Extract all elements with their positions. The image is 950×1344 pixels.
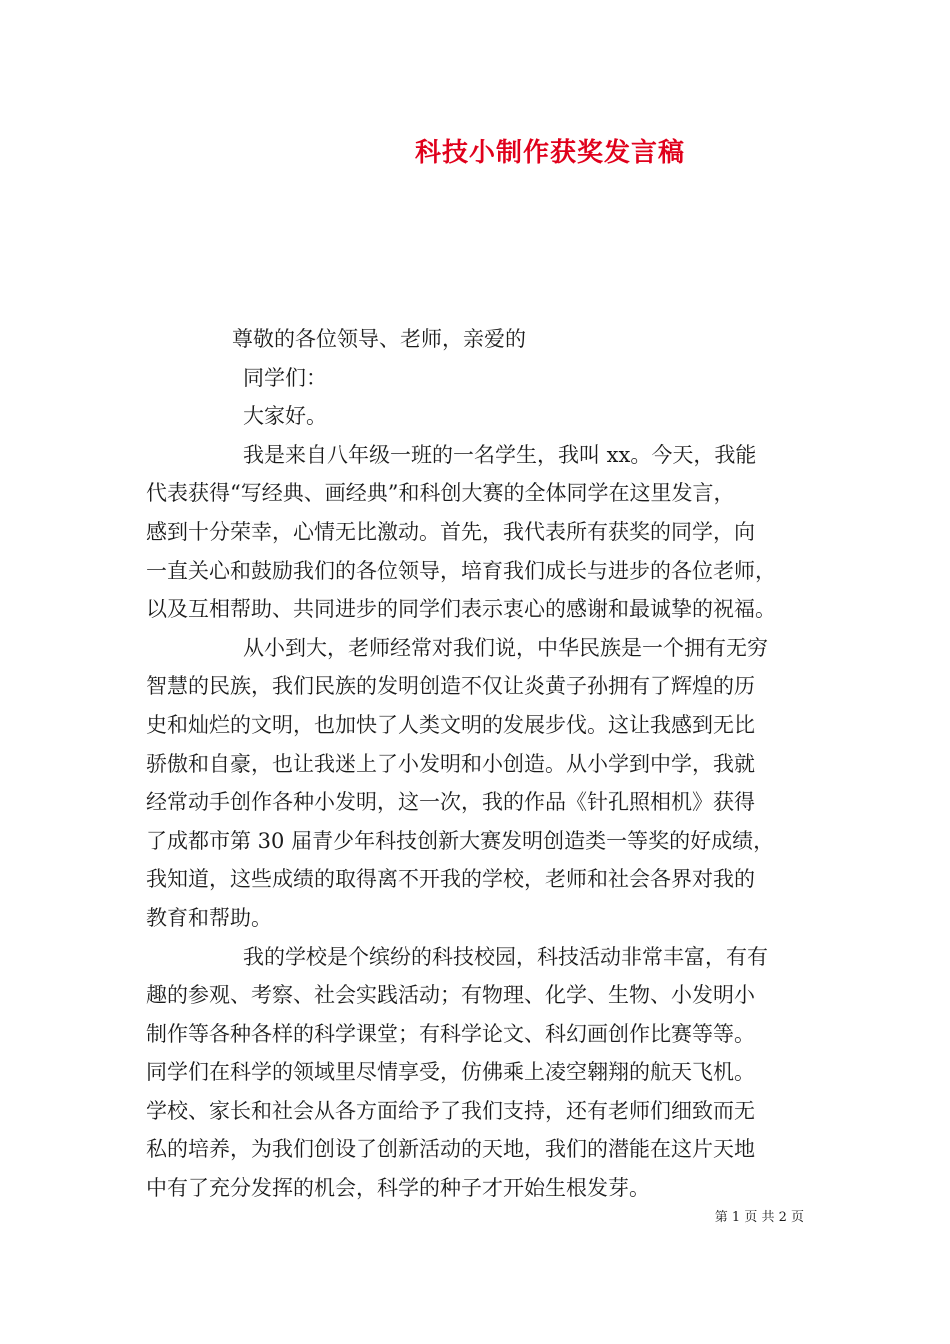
paragraph-line: 智慧的民族，我们民族的发明创造不仅让炎黄子孙拥有了辉煌的历 (146, 674, 755, 699)
paragraph (146, 938, 810, 1208)
paragraph-line: 从小到大，老师经常对我们说，中华民族是一个拥有无穷 (243, 635, 768, 660)
paragraph (146, 629, 810, 938)
paragraph-line: 制作等各种各样的科学课堂；有科学论文、科幻画创作比赛等等。 (146, 1021, 755, 1046)
paragraph-line: 感到十分荣幸，心情无比激动。首先，我代表所有获奖的同学，向 (146, 519, 755, 544)
greeting-line: 尊敬的各位领导、老师，亲爱的 (232, 327, 526, 351)
greeting-line: 大家好。 (243, 404, 327, 429)
page-title: 科技小制作获奖发言稿 (414, 138, 685, 168)
paragraph-line: 以及互相帮助、共同进步的同学们表示衷心的感谢和最诚挚的祝福。 (146, 597, 776, 622)
paragraph (146, 436, 810, 629)
paragraph-line: 经常动手创作各种小发明，这一次，我的作品《针孔照相机》获得 (146, 790, 755, 815)
paragraph-line: 代表获得“写经典、画经典”和科创大赛的全体同学在这里发言， (146, 481, 735, 506)
paragraph-line: 我是来自八年级一班的一名学生，我叫 xx。今天，我能 (243, 442, 757, 467)
greeting-line: 同学们： (243, 365, 327, 390)
paragraph-line: 我的学校是个缤纷的科技校园，科技活动非常丰富，有有 (243, 944, 768, 969)
document-body (146, 320, 810, 1208)
paragraph-line: 教育和帮助。 (146, 905, 272, 930)
paragraph-line: 史和灿烂的文明，也加快了人类文明的发展步伐。这让我感到无比 (146, 712, 755, 737)
paragraph-line: 趣的参观、考察、社会实践活动；有物理、化学、生物、小发明小 (146, 983, 755, 1008)
paragraph-line: 了成都市第 30 届青少年科技创新大赛发明创造类一等奖的好成绩， (146, 828, 775, 853)
paragraph-line: 学校、家长和社会从各方面给予了我们支持，还有老师们细致而无 (146, 1098, 755, 1123)
paragraph-line: 我知道，这些成绩的取得离不开我的学校，老师和社会各界对我的 (146, 867, 755, 892)
paragraph-line: 一直关心和鼓励我们的各位领导，培育我们成长与进步的各位老师， (146, 558, 776, 583)
page-number-footer: 第 1 页 共 2 页 (714, 1210, 804, 1225)
paragraph-line: 中有了充分发挥的机会，科学的种子才开始生根发芽。 (146, 1176, 650, 1201)
paragraph-line: 私的培养，为我们创设了创新活动的天地，我们的潜能在这片天地 (146, 1137, 755, 1162)
paragraph-line: 骄傲和自豪，也让我迷上了小发明和小创造。从小学到中学，我就 (146, 751, 755, 776)
paragraph-line: 同学们在科学的领域里尽情享受，仿佛乘上凌空翱翔的航天飞机。 (146, 1060, 755, 1085)
